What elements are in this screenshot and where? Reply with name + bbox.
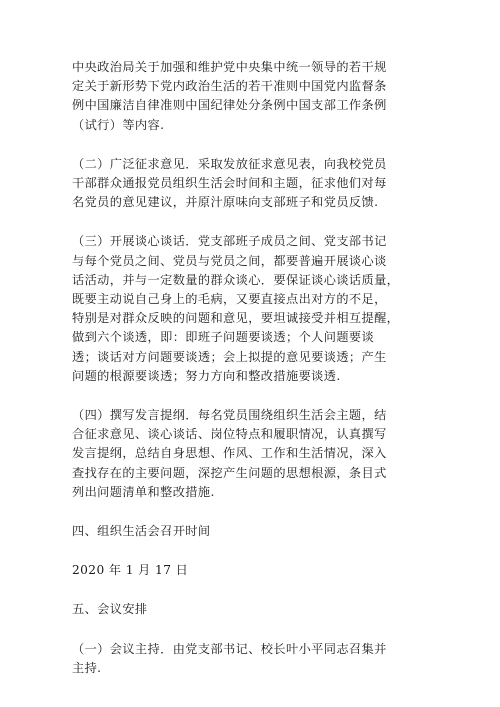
- text-line: 列出问题清单和整改措施.: [72, 484, 215, 499]
- text-line: 中央政治局关于加强和维护党中央集中统一领导的若干规: [72, 60, 387, 74]
- text-line: 干部群众通报党员组织生活会时间和主题，征求他们对每: [72, 176, 387, 191]
- text-line: 主持.: [72, 660, 102, 675]
- section-heading-meeting-arrangement: [72, 600, 428, 619]
- text-line: 例中国廉洁自律准则中国纪律处分条例中国支部工作条例: [72, 98, 387, 113]
- text-line: 五、会议安排: [72, 602, 148, 617]
- text-line: 特别是对群众反映的问题和意见，要坦诚接受并相互提醒，: [72, 311, 400, 326]
- paragraph-meeting-host: [72, 640, 428, 678]
- text-line: 查找存在的主要问题，深挖产生问题的思想根源，条目式: [72, 465, 387, 480]
- text-line: （一）会议主持．由党支部书记、校长叶小平同志召集并: [72, 641, 387, 656]
- paragraph-heart-to-heart-talks: [72, 232, 428, 386]
- section-heading-meeting-time: [72, 522, 428, 541]
- paragraph-solicit-opinions: [72, 155, 428, 213]
- text-line: 与每个党员之间、党员与党员之间，都要普遍开展谈心谈: [72, 253, 387, 268]
- text-line: 四、组织生活会召开时间: [72, 524, 211, 539]
- text-line: 2020 年 1 月 17 日: [72, 563, 189, 578]
- text-line: 合征求意见、谈心谈话、岗位特点和履职情况，认真撰写: [72, 427, 387, 442]
- text-line: （二）广泛征求意见．采取发放征求意见表，向我校党员: [72, 156, 387, 171]
- paragraph-regulations: [72, 58, 428, 135]
- text-line: 名党员的意见建议，并原汁原味向支部班子和党员反馈.: [72, 195, 379, 210]
- text-line: 发言提纲，总结自身思想、作风、工作和生活情况，深入: [72, 446, 387, 461]
- text-line: 定关于新形势下党内政治生活的若干准则中国党内监督条: [72, 79, 387, 94]
- text-line: 做到六个谈透，即：即班子问题要谈透；个人问题要谈: [72, 330, 375, 345]
- paragraph-speech-outline: [72, 406, 428, 502]
- text-line: （四）撰写发言提纲．每名党员围绕组织生活会主题，结: [72, 408, 387, 423]
- text-line: 话活动，并与一定数量的群众谈心．要保证谈心谈话质量，: [72, 272, 400, 287]
- text-line: 既要主动说自己身上的毛病，又要直接点出对方的不足，: [72, 292, 387, 307]
- text-line: （三）开展谈心谈话．党支部班子成员之间、党支部书记: [72, 234, 387, 249]
- meeting-date: [72, 561, 428, 580]
- text-line: 透；谈话对方问题要谈透；会上拟提的意见要谈透；产生: [72, 349, 387, 364]
- text-line: （试行）等内容.: [72, 117, 165, 132]
- document-page: [72, 58, 428, 698]
- text-line: 问题的根源要谈透；努力方向和整改措施要谈透.: [72, 368, 341, 383]
